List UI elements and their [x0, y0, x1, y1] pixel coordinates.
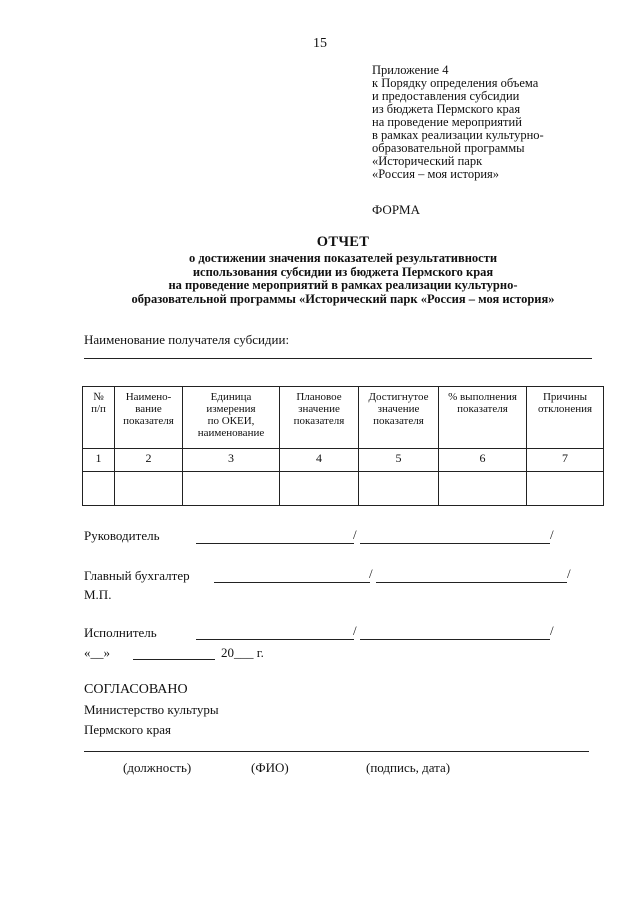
- accountant-name-field[interactable]: [376, 582, 567, 583]
- report-subtitle: [0, 252, 640, 306]
- table-row: [83, 472, 604, 506]
- date-line: [84, 645, 110, 661]
- report-subtitle-line: образовательной программы «Исторический парк «Россия – моя история»: [131, 291, 555, 306]
- executor-name-field[interactable]: [360, 639, 550, 640]
- table-cell[interactable]: [183, 472, 280, 506]
- table-cell[interactable]: [527, 472, 604, 506]
- table-cell: 7: [527, 449, 604, 472]
- table-cell: 1: [83, 449, 115, 472]
- ministry-name: Министерство культуры: [84, 702, 219, 717]
- header-unit: Единица измерения по ОКЕИ, наименование: [183, 387, 280, 449]
- date-year[interactable]: 20___ г.: [221, 645, 264, 660]
- slash-separator: /: [353, 527, 357, 542]
- header-indicator-name: Наимено- вание показателя: [115, 387, 183, 449]
- appendix-line: из бюджета Пермского края: [372, 102, 521, 116]
- header-achieved-value: Достигнутое значение показателя: [359, 387, 439, 449]
- recipient-label: Наименование получателя субсидии:: [84, 332, 290, 347]
- appendix-line: на проведение мероприятий: [372, 115, 522, 129]
- appendix-line: Приложение 4: [372, 63, 449, 77]
- header-planned-value: Плановое значение показателя: [280, 387, 359, 449]
- ministry-region: Пермского края: [84, 722, 171, 737]
- table-cell[interactable]: [439, 472, 527, 506]
- report-subtitle-line: о достижении значения показателей результативности: [188, 251, 498, 265]
- appendix-line: и предоставления субсидии: [372, 89, 520, 103]
- table-cell[interactable]: [280, 472, 359, 506]
- appendix-line: образовательной программы: [372, 141, 525, 155]
- date-day[interactable]: «__»: [84, 645, 110, 660]
- table-cell[interactable]: [115, 472, 183, 506]
- appendix-line: «Россия – моя история»: [372, 167, 500, 181]
- head-label: Руководитель: [84, 528, 160, 543]
- accountant-signature-field[interactable]: [214, 582, 370, 583]
- recipient-name-field[interactable]: [84, 358, 592, 359]
- caption-name: (ФИО): [251, 760, 289, 775]
- executor-signature-field[interactable]: [196, 639, 354, 640]
- table-cell: 6: [439, 449, 527, 472]
- head-name-field[interactable]: [360, 543, 550, 544]
- date-month-field[interactable]: [133, 659, 215, 660]
- header-number: № п/п: [83, 387, 115, 449]
- form-label: ФОРМА: [372, 202, 420, 217]
- accountant-label: Главный бухгалтер: [84, 568, 190, 583]
- table-cell: 4: [280, 449, 359, 472]
- approved-heading: СОГЛАСОВАНО: [84, 682, 188, 697]
- slash-separator: /: [567, 566, 571, 581]
- stamp-label: М.П.: [84, 587, 112, 602]
- report-subtitle-line: на проведение мероприятий в рамках реализации культурно-: [168, 278, 518, 292]
- table-cell[interactable]: [83, 472, 115, 506]
- header-deviation-reasons: Причины отклонения: [527, 387, 604, 449]
- table-cell[interactable]: [359, 472, 439, 506]
- appendix-line: к Порядку определения объема: [372, 76, 539, 90]
- indicators-table: [82, 386, 604, 506]
- slash-separator: /: [369, 566, 373, 581]
- appendix-block: [372, 64, 544, 181]
- head-signature-field[interactable]: [196, 543, 354, 544]
- caption-signature: (подпись, дата): [366, 760, 451, 775]
- approval-signature-field[interactable]: [84, 751, 589, 752]
- appendix-line: в рамках реализации культурно-: [372, 128, 544, 142]
- slash-separator: /: [550, 623, 554, 638]
- report-title: ОТЧЕТ: [316, 234, 370, 250]
- slash-separator: /: [353, 623, 357, 638]
- table-cell: 5: [359, 449, 439, 472]
- page-number: 15: [313, 36, 327, 51]
- report-subtitle-line: использования субсидии из бюджета Пермского края: [192, 264, 494, 279]
- table-row: [83, 449, 604, 472]
- executor-label: Исполнитель: [84, 625, 157, 640]
- caption-position: (должность): [123, 760, 192, 775]
- table-header-row: [83, 387, 604, 449]
- header-completion-percent: % выполнения показателя: [439, 387, 527, 449]
- table-cell: 2: [115, 449, 183, 472]
- table-cell: 3: [183, 449, 280, 472]
- appendix-line: «Исторический парк: [372, 154, 483, 168]
- slash-separator: /: [550, 527, 554, 542]
